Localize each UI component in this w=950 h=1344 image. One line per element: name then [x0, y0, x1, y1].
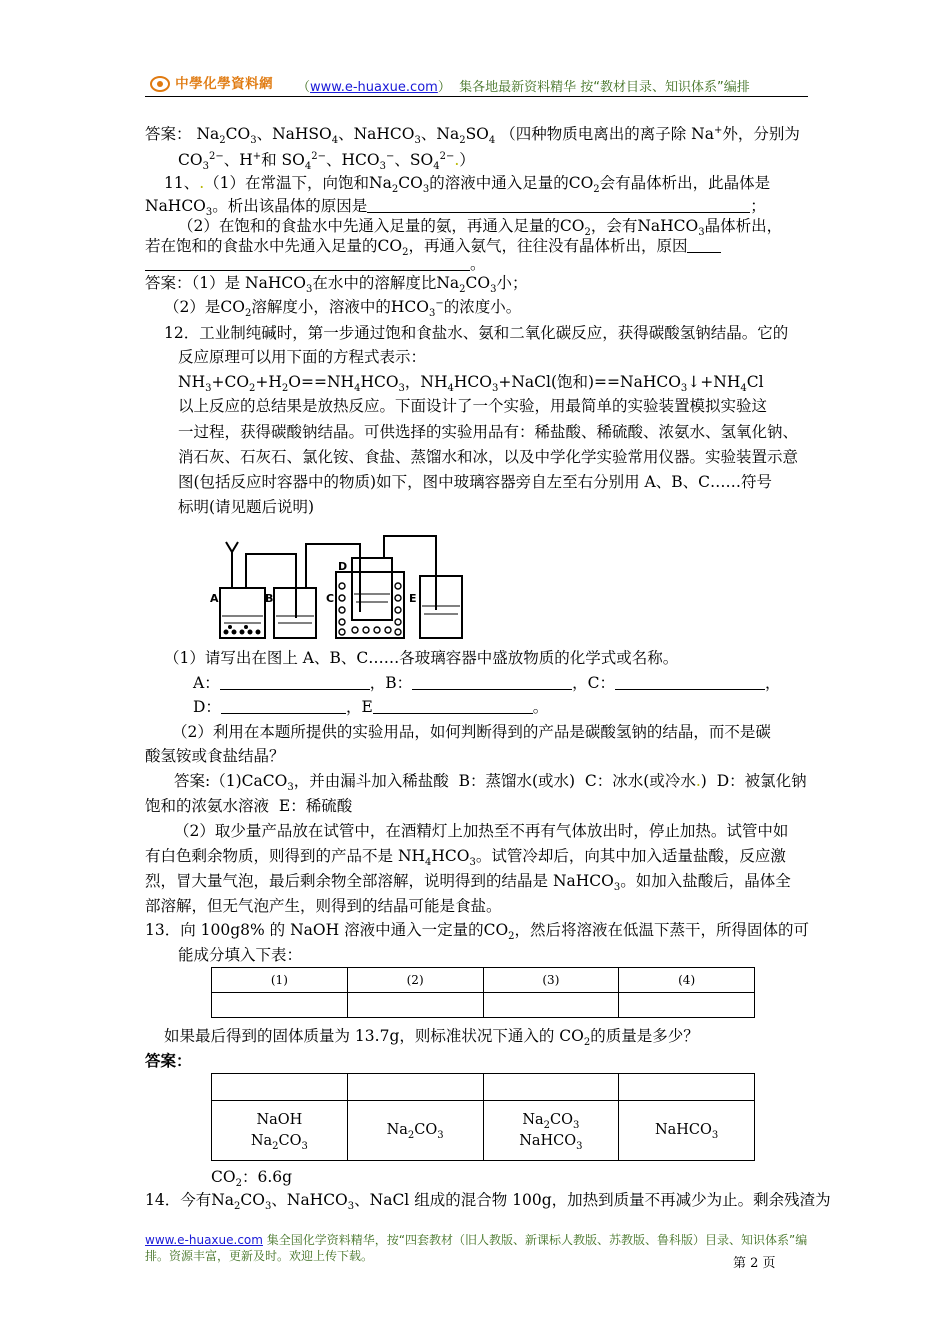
q12-sub1-blanks-row2: D： ，E 。 [193, 698, 549, 716]
ans12-line5: 烈，冒大量气泡，最后剩余物全部溶解，说明得到的结晶是 NaHCO$_3$。如加入盐酸后，晶体全 [145, 872, 791, 894]
q12-sub2-line2: 酸氢铵或食盐结晶？ [145, 747, 285, 765]
q12-line1: 12．工业制纯碱时，第一步通过饱和食盐水、氨和二氧化碳反应，获得碳酸氢钠结晶。它的 [164, 324, 789, 342]
ans10-line1: 答案： $Na_2CO_3$、NaHSO$_4$、NaHCO$_3$、$Na_2SO_4$ （四种物质电离出的离子除 Na+外，分别为 [145, 124, 800, 147]
ans12-line2: 饱和的浓氨水溶液 E：稀硫酸 [145, 797, 353, 815]
ans11-line2: （2）是$CO_2$溶解度小，溶液中的$HCO_3^-$的浓度小。 [164, 297, 522, 320]
table2-header-2 [347, 1074, 483, 1101]
table1-cell-4[interactable] [619, 993, 755, 1018]
q12-line7: 图(包括反应时容器中的物质)如下，图中玻璃容器旁自左至右分别用 A、B、C……符号 [178, 473, 772, 491]
q12-line4: 以上反应的总结果是放热反应。下面设计了一个实验，用最简单的实验装置模拟实验这 [178, 397, 768, 415]
footer-text: 集全国化学资料精华，按“四套教材（旧人教版、新课标人教版、苏教版、鲁科版）目录、知识体系”编排。资源丰富，更新及时。欢迎上传下载。 [145, 1233, 808, 1263]
table1-header-3: (3) [483, 968, 619, 993]
table1-cell-2[interactable] [347, 993, 483, 1018]
table1-cell-1[interactable] [212, 993, 348, 1018]
table2-header-4 [619, 1074, 755, 1101]
q12-equation: $NH_3+CO_2+H_2O==NH_4HCO_3$，$NH_4HCO_3+NaCl$(饱和)$==NaHCO_3↓+NH_4Cl$ [178, 373, 764, 395]
q12-line8: 标明(请见题后说明) [178, 498, 315, 516]
footer-url-link[interactable]: www.e-huaxue.com [145, 1233, 263, 1247]
q13-line2: 能成分填入下表： [178, 946, 303, 964]
ans12-line4: 有白色剩余物质，则得到的产品不是 $NH_4HCO_3$。试管冷却后，向其中加入适量盐酸，反应激 [145, 847, 786, 869]
blank-D[interactable] [221, 698, 346, 714]
q12-sub1: （1）请写出在图上 A、B、C……各玻璃容器中盛放物质的化学式或名称。 [164, 649, 679, 667]
q12-line5: 一过程，获得碳酸钠结晶。可供选择的实验用品有：稀盐酸、稀硫酸、浓氨水、氢氧化钠、 [178, 423, 799, 441]
q11-reason-blank-b[interactable] [145, 255, 470, 271]
site-logo [149, 72, 273, 93]
header-tagline: 集各地最新资料精华 按“教材目录、知识体系”编排 [459, 80, 750, 95]
label-D: D [338, 560, 348, 573]
table2-header-1 [212, 1074, 348, 1101]
header-tagline-row: （www.e-huaxue.com） 集各地最新资料精华 按“教材目录、知识体系”编排 [297, 80, 750, 95]
apparatus-diagram [210, 530, 475, 650]
table1-header-4: (4) [619, 968, 755, 993]
q13-line1: 13．向 100g8% 的 NaOH 溶液中通入一定量的$CO_2$，然后将溶液在低温下蒸干，所得固体的可 [145, 921, 810, 943]
q11-line3: （2）在饱和的食盐水中先通入足量的氨，再通入足量的$CO_2$，会有NaHCO$_3$晶体析出， [178, 217, 783, 239]
q11-answer-blank[interactable] [367, 197, 750, 213]
page-header [145, 72, 808, 97]
label-B: B [265, 592, 274, 605]
funnel-shape [226, 542, 238, 552]
q13-line3: 如果最后得到的固体质量为 13.7g，则标准状况下通入的 $CO_2$的质量是多少？ [164, 1027, 699, 1049]
q11-reason-blank-a[interactable] [687, 237, 721, 253]
label-C: C [326, 592, 335, 605]
ans12-line6: 部溶解，但无气泡产生，则得到的结晶可能是食盐。 [145, 897, 502, 915]
blank-C[interactable] [615, 674, 765, 690]
logo-icon [149, 73, 171, 93]
table1-header-2: (2) [347, 968, 483, 993]
q14-line1: 14．今有$Na_2CO_3$、NaHCO$_3$、NaCl 组成的混合物 100g，加热到质量不再减少为止。剩余残渣为 [145, 1191, 831, 1213]
ans10-line2: $CO_3^{2-}$、H+和 $SO_4^{2-}$、$HCO_3^-$、$SO_4^{2-}$.） [178, 150, 475, 173]
blank-B[interactable] [412, 674, 572, 690]
header-url-link[interactable]: www.e-huaxue.com [310, 80, 438, 95]
blank-E[interactable] [373, 698, 533, 714]
q11-line5: 。 [145, 254, 486, 274]
table1-cell-3[interactable] [483, 993, 619, 1018]
ans11-line1: 答案：（1）是 NaHCO$_3$在水中的溶解度比$Na_2CO_3$小； [145, 274, 528, 296]
table2-cell-4: NaHCO$_3$ [619, 1101, 755, 1161]
q11-line4: 若在饱和的食盐水中先通入足量的$CO_2$，再通入氨气，往往没有晶体析出，原因 [145, 236, 721, 256]
blank-A[interactable] [220, 674, 370, 690]
table2-cell-2: $Na_2CO_3$ [347, 1101, 483, 1161]
ans13-co2: $CO_2$：6.6g [211, 1168, 293, 1190]
q12-line6: 消石灰、石灰石、氯化铵、食盐、蒸馏水和冰，以及中学化学实验常用仪器。实验装置示意 [178, 448, 799, 466]
ans12-line3: （2）取少量产品放在试管中，在酒精灯上加热至不再有气体放出时，停止加热。试管中如 [174, 822, 789, 840]
table2-cell-1: NaOH $Na_2CO_3$ [212, 1101, 348, 1161]
table2-header-3 [483, 1074, 619, 1101]
ans13-label: 答案： [145, 1051, 192, 1070]
ans12-line1: 答案:（1)CaCO$_3$，并由漏斗加入稀盐酸 B：蒸馏水(或水) C：冰水(或冷水.) D：被氯化钠 [174, 772, 807, 794]
page-number: 第 2 页 [733, 1256, 776, 1271]
page-footer [145, 1232, 815, 1264]
label-A: A [210, 592, 219, 605]
logo-text: 中學化學資料網 [175, 76, 274, 92]
q12-sub2-line1: （2）利用在本题所提供的实验用品，如何判断得到的产品是碳酸氢钠的结晶，而不是碳 [172, 723, 771, 741]
table1-header-1: (1) [212, 968, 348, 993]
label-E: E [409, 592, 417, 605]
q11-line2: NaHCO$_3$。析出该晶体的原因是 ； [145, 197, 766, 219]
table2-cell-3: $Na_2CO_3$ NaHCO$_3$ [483, 1101, 619, 1161]
q13-answer-table [211, 1073, 755, 1161]
q11-line1: 11、.（1）在常温下，向饱和$Na_2CO_3$的溶液中通入足量的$CO_2$会有晶体析出，此晶体是 [164, 174, 771, 196]
q12-sub1-blanks-row1: A： ，B： ，C： ， [193, 674, 781, 692]
q12-line2: 反应原理可以用下面的方程式表示： [178, 348, 427, 366]
q13-blank-table [211, 967, 755, 1018]
